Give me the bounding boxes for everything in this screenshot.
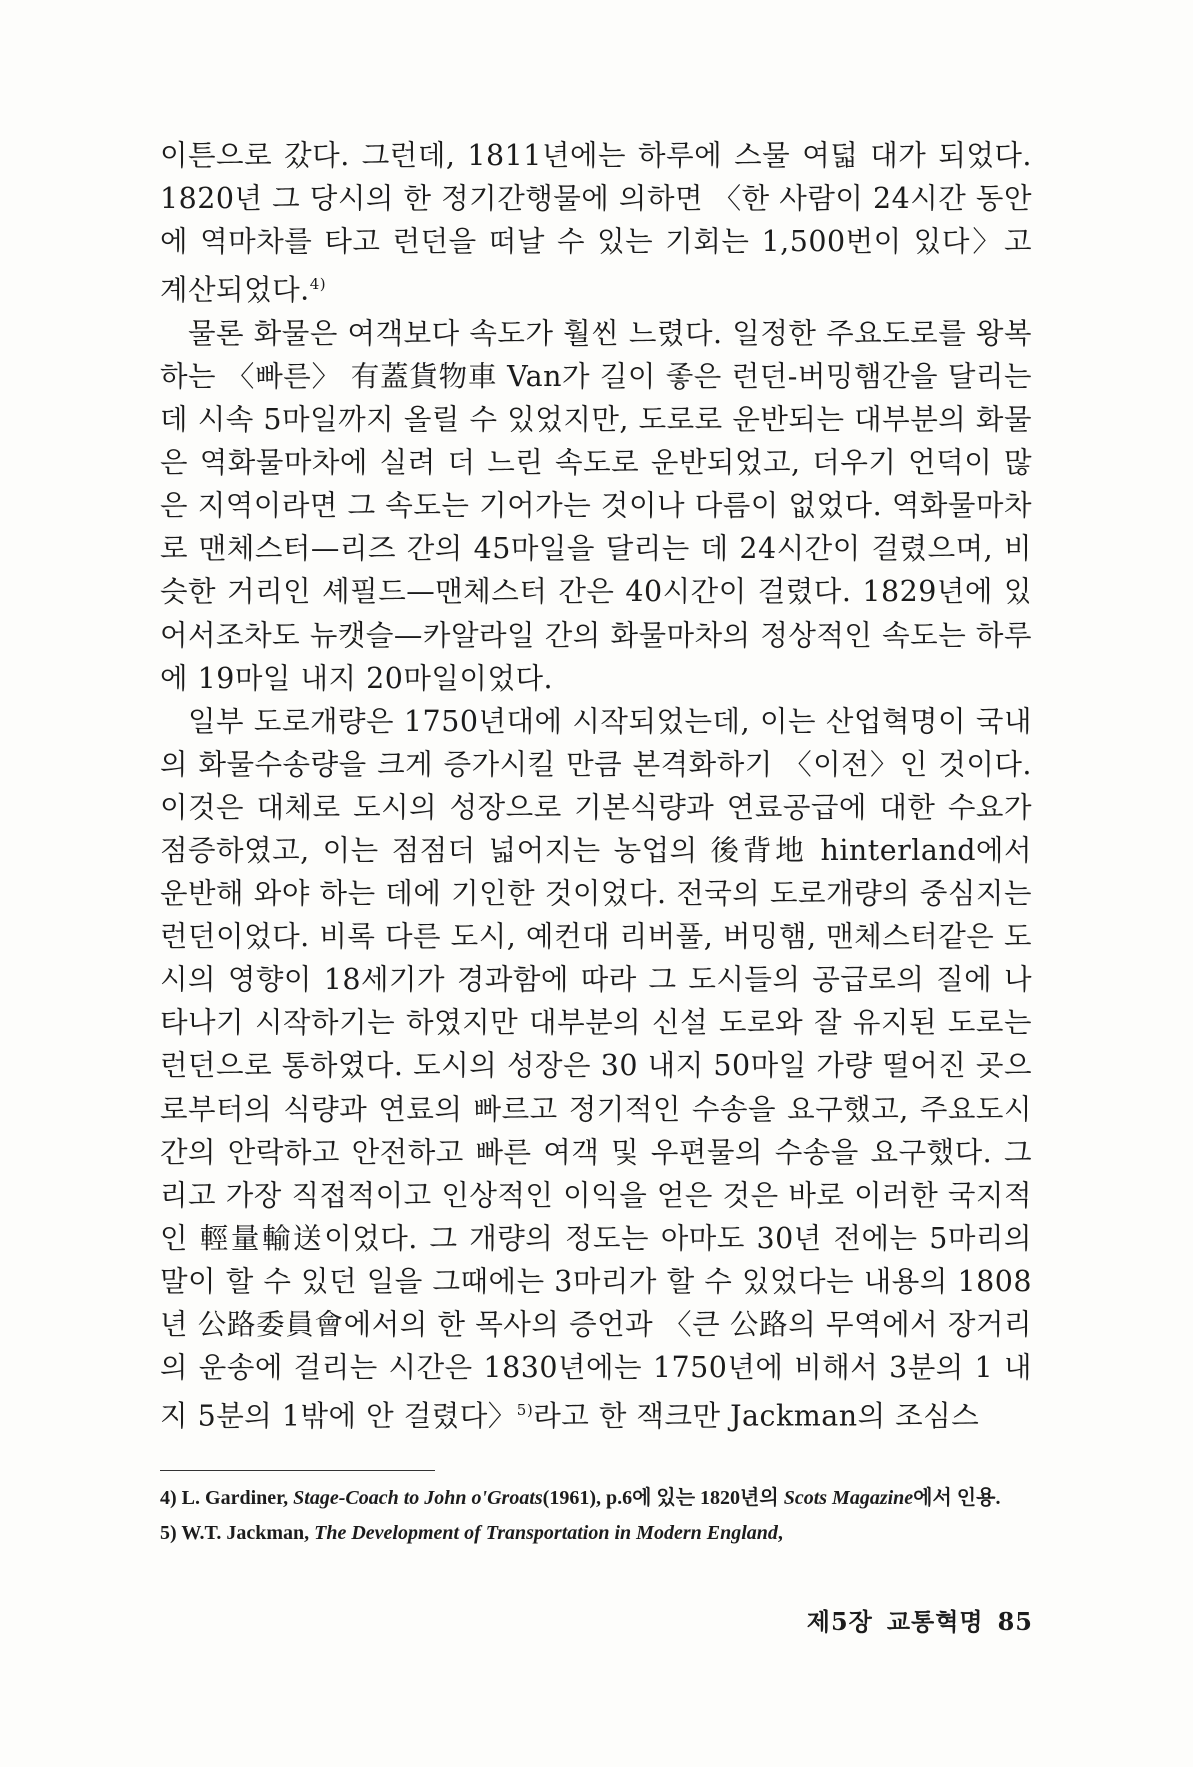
footnote-ref-4: 4): [309, 275, 327, 294]
footnote-5-author: W.T. Jackman,: [181, 1522, 315, 1544]
footnote-4-detail: (1961), p.6에 있는 1820년의: [542, 1487, 784, 1509]
page-number: 85: [997, 1607, 1033, 1636]
paragraph-1: [160, 134, 1032, 312]
running-footer: [807, 1602, 1033, 1637]
footnote-5: [160, 1516, 1032, 1551]
footnote-ref-5: 5): [516, 1401, 534, 1420]
footnote-4-title: Stage-Coach to John o'Groats: [293, 1487, 543, 1509]
paragraph-3: [160, 700, 1032, 1438]
footnote-divider: [160, 1470, 435, 1471]
paragraph-3-tail: 라고 한 잭크만 Jackman의 조심스: [533, 1399, 980, 1433]
paragraph-1-text: 이튼으로 갔다. 그런데, 1811년에는 하루에 스물 여덟 대가 되었다. 1820년 그 당시의 한 정기간행물에 의하면 〈한 사람이 24시간 동안에 역마차를 타고 런던을 떠날 수 있는 기회는 1,500번이 있다〉고 계산되었다.: [160, 139, 1032, 307]
footnote-5-suffix: ,: [777, 1522, 783, 1544]
footnotes: [160, 1481, 1032, 1551]
footnote-5-title: The Development of Transportation in Modern England: [314, 1522, 778, 1544]
paragraph-2: 물론 화물은 여객보다 속도가 훨씬 느렸다. 일정한 주요도로를 왕복하는 〈빠른〉 有蓋貨物車 Van가 길이 좋은 런던-버밍햄간을 달리는 데 시속 5마일까지 올릴 수 있었지만, 도로로 운반되는 대부분의 화물은 역화물마차에 실려 더 느린 속도로 운반되었고, 더우기 언덕이 많은 지역이라면 그 속도는 기어가는 것이나 다름이 없었다. 역화물마차로 맨체스터—리즈 간의 45마일을 달리는 데 24시간이 걸렸으며, 비슷한 거리인 셰필드—맨체스터 간은 40시간이 걸렸다. 1829년에 있어서조차도 뉴캣슬—카알라일 간의 화물마차의 정상적인 속도는 하루에 19마일 내지 20마일이었다.: [160, 316, 1032, 695]
footnote-4-number: 4): [160, 1487, 177, 1509]
footnote-5-number: 5): [160, 1522, 177, 1544]
footnote-4-suffix: 에서 인용.: [913, 1487, 1001, 1509]
footnote-4-author: L. Gardiner,: [181, 1487, 294, 1509]
footnote-4: [160, 1481, 1032, 1516]
chapter-title: 교통혁명: [886, 1607, 984, 1636]
footnote-4-source: Scots Magazine: [783, 1487, 914, 1509]
body-text: [160, 134, 1032, 1438]
paragraph-3-text: 일부 도로개량은 1750년대에 시작되었는데, 이는 산업혁명이 국내의 화물수송량을 크게 증가시킬 만큼 본격화하기 〈이전〉인 것이다. 이것은 대체로 도시의 성장으로 기본식량과 연료공급에 대한 수요가 점증하였고, 이는 점점더 넓어지는 농업의 後背地 hinterland에서 운반해 와야 하는 데에 기인한 것이었다. 전국의 도로개량의 중심지는 런던이었다. 비록 다른 도시, 예컨대 리버풀, 버밍햄, 맨체스터같은 도시의 영향이 18세기가 경과함에 따라 그 도시들의 공급로의 질에 나타나기 시작하기는 하였지만 대부분의 신설 도로와 잘 유지된 도로는 런던으로 통하였다. 도시의 성장은 30 내지 50마일 가량 떨어진 곳으로부터의 식량과 연료의 빠르고 정기적인 수송을 요구했고, 주요도시 간의 안락하고 안전하고 빠른 여객 및 우편물의 수송을 요구했다. 그리고 가장 직접적이고 인상적인 이익을 얻은 것은 바로 이러한 국지적인 輕量輸送이었다. 그 개량의 정도는 아마도 30년 전에는 5마리의 말이 할 수 있던 일을 그때에는 3마리가 할 수 있었다는 내용의 1808년 公路委員會에서의 한 목사의 증언과 〈큰 公路의 무역에서 장거리의 운송에 걸리는 시간은 1830년에는 1750년에 비해서 3분의 1 내지 5분의 1밖에 안 걸렸다〉: [160, 704, 1032, 1433]
chapter-label: 제5장: [806, 1607, 873, 1636]
